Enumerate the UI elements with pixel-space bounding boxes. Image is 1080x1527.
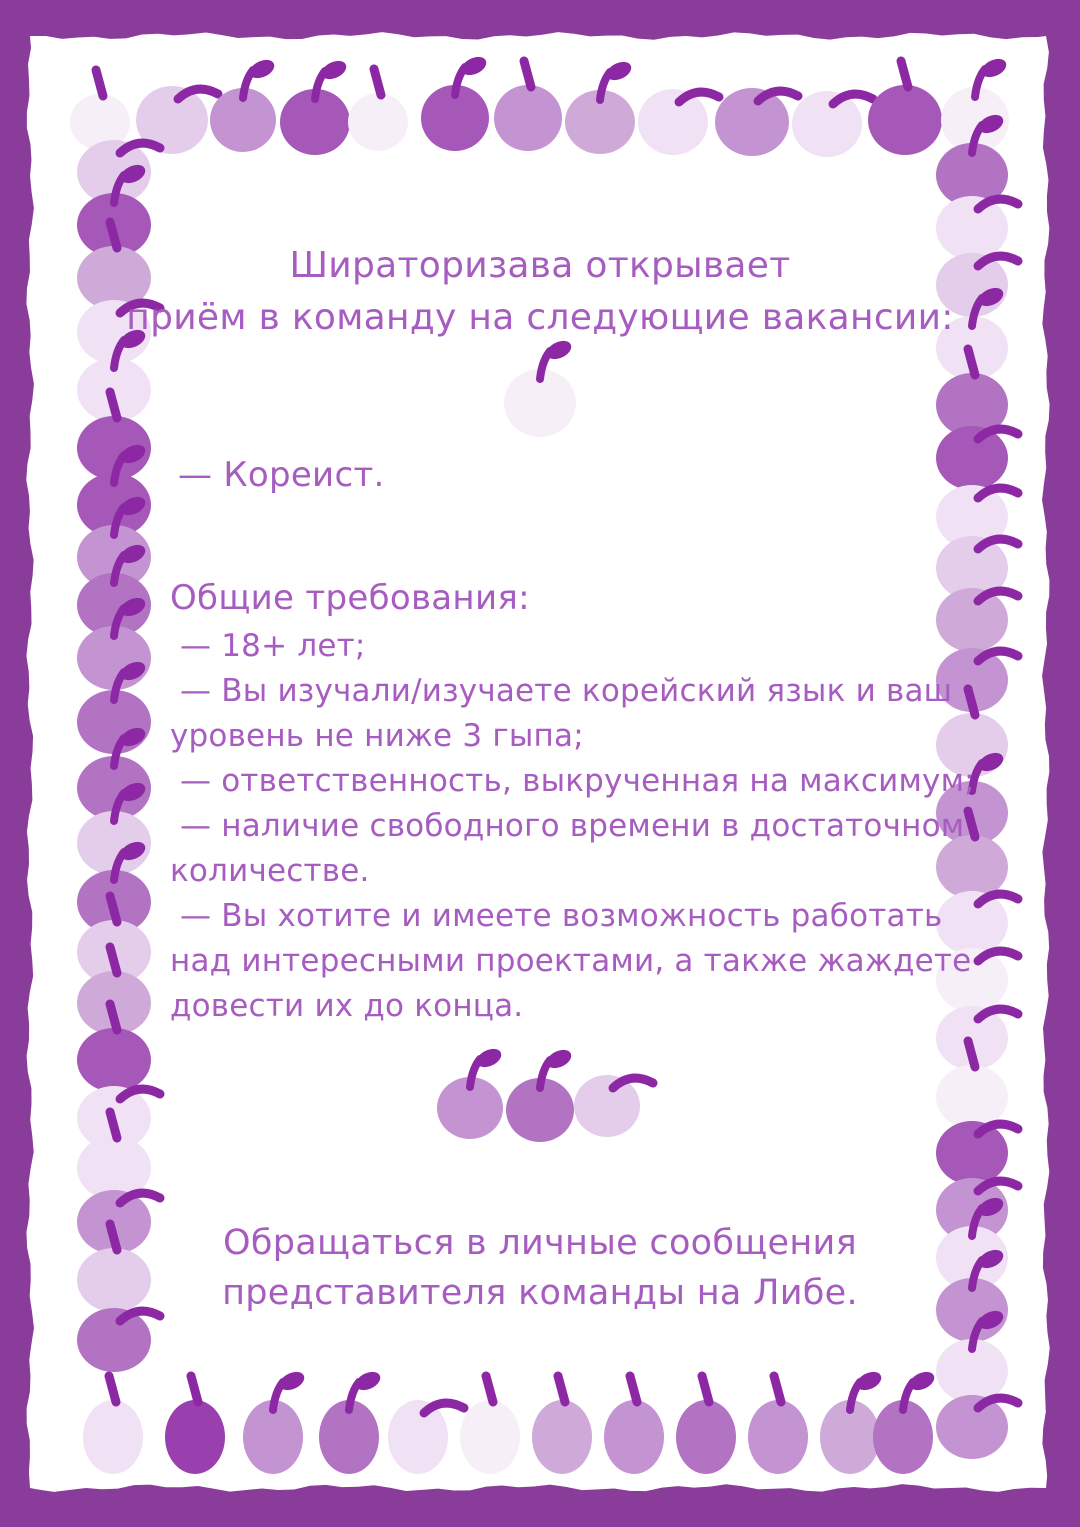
requirements-list	[170, 624, 975, 1029]
requirement-bullet-line: — наличие свободного времени в достаточном	[180, 808, 965, 844]
requirement-continuation-line: количестве.	[170, 853, 370, 889]
contact-note	[0, 1218, 1080, 1318]
title-line-2: приём в команду на следующие вакансии:	[126, 297, 954, 338]
requirement-continuation-line: уровень не ниже 3 гыпа;	[170, 718, 584, 754]
requirement-bullet-line: — Вы изучали/изучаете корейский язык и ваш	[180, 673, 953, 709]
poster-title	[0, 240, 1080, 344]
contact-line-2: представителя команды на Либе.	[222, 1273, 858, 1313]
title-line-1: Шираторизава открывает	[289, 245, 791, 286]
requirement-bullet-line: — ответственность, выкрученная на максимум;	[180, 763, 975, 799]
vacancy-item: — Кореист.	[178, 455, 385, 495]
requirement-continuation-line: довести их до конца.	[170, 988, 524, 1024]
requirement-continuation-line: над интересными проектами, а также жаждете	[170, 943, 972, 979]
requirement-bullet-line: — 18+ лет;	[180, 628, 366, 664]
requirement-bullet-line: — Вы хотите и имеете возможность работать	[180, 898, 943, 934]
contact-line-1: Обращаться в личные сообщения	[223, 1223, 857, 1263]
requirements-heading: Общие требования:	[170, 578, 530, 618]
